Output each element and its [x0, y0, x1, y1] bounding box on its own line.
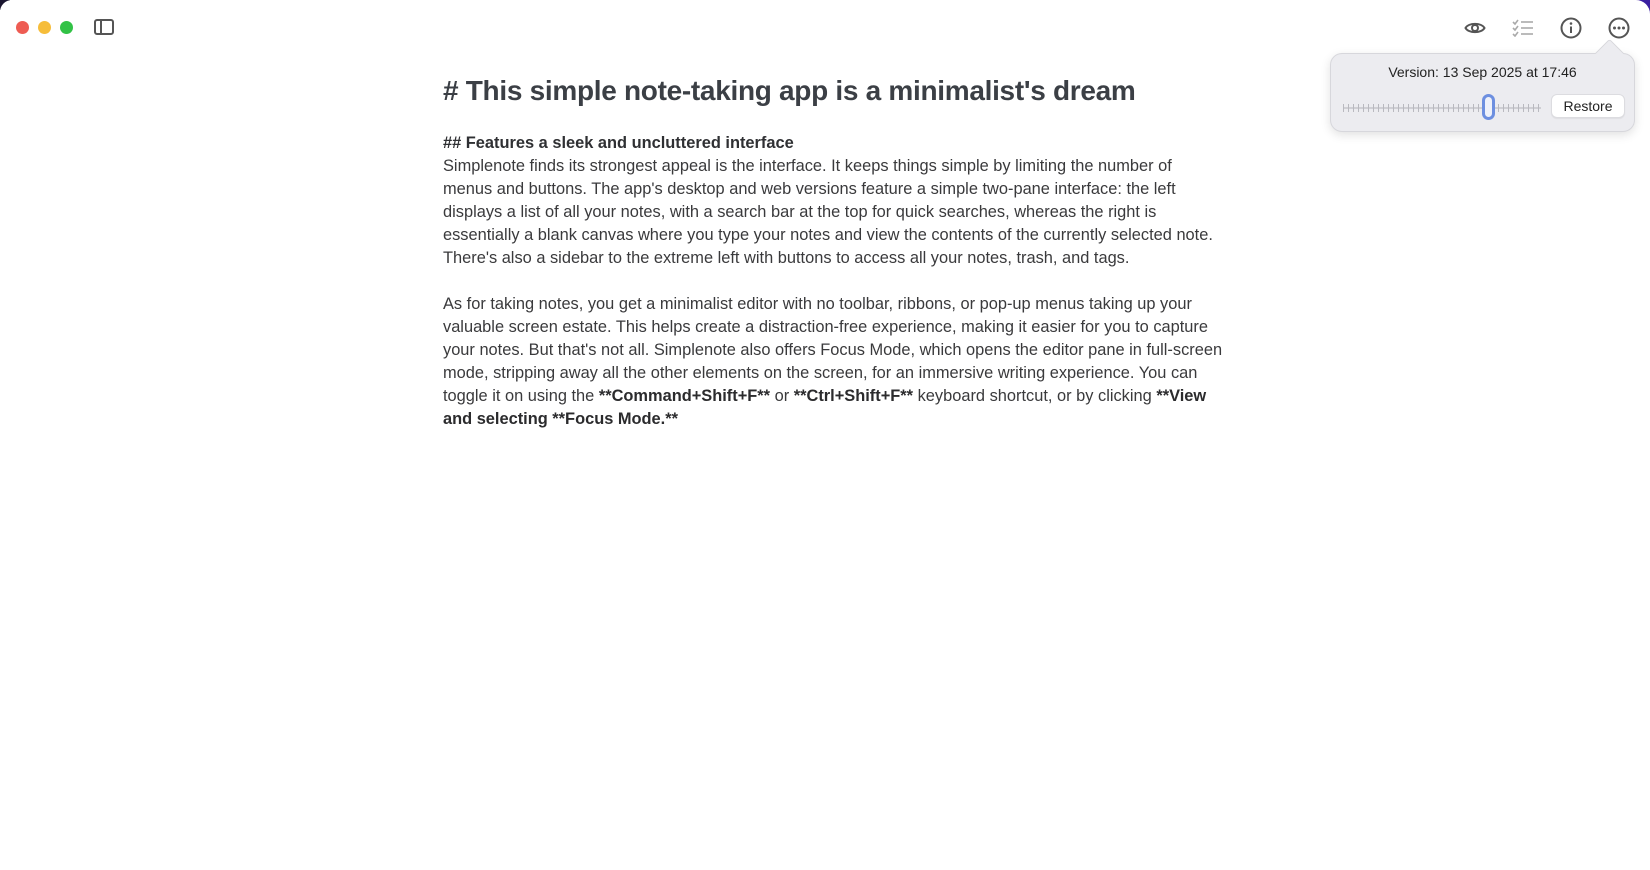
eye-icon	[1464, 20, 1486, 36]
note-toolbar	[1462, 16, 1632, 40]
bold-text: **Command+Shift+F**	[598, 387, 771, 405]
text-run: keyboard shortcut, or by clicking	[913, 387, 1157, 405]
minimize-window-button[interactable]	[38, 21, 51, 34]
note-title: # This simple note-taking app is a minimalist's dream	[443, 75, 1136, 106]
history-popover	[1330, 53, 1635, 132]
note-paragraph	[443, 293, 1223, 431]
info-icon	[1560, 17, 1582, 39]
text-run: As for taking notes, you get a minimalist editor with no toolbar, ribbons, or pop-up menus taking up your valuable screen estate. This helps create a distraction-free experience, making it easier for you to capture your notes. But that's not all. Simplenote also offers Focus Mode, which opens the editor pane in full-screen mode, stripping away all the other elements on the screen, for an immersive writing experience. You can toggle it on using the	[443, 295, 1223, 405]
version-slider[interactable]	[1343, 94, 1541, 120]
close-window-button[interactable]	[16, 21, 29, 34]
slider-ticks	[1343, 104, 1541, 112]
window-controls	[16, 21, 73, 34]
note-body	[443, 132, 1223, 431]
restore-button[interactable]: Restore	[1551, 94, 1625, 118]
checklist-icon	[1512, 19, 1534, 37]
info-button[interactable]	[1558, 16, 1584, 40]
text-run: or	[770, 387, 794, 405]
bold-text: **View and selecting **Focus Mode.**	[443, 387, 1207, 428]
bold-text: **Ctrl+Shift+F**	[793, 387, 914, 405]
version-label: Version: 13 Sep 2025 at 17:46	[1388, 64, 1577, 80]
note-editor[interactable]	[443, 72, 1223, 431]
more-icon	[1608, 17, 1630, 39]
note-paragraph: Simplenote finds its strongest appeal is the interface. It keeps things simple by limiting the number of menus and buttons. The app's desktop and web versions feature a simple two-pane interface: the left displays a list of all your notes, with a search bar at the top for quick searches, whereas the right is essentially a blank canvas where you type your notes and view the contents of the currently selected note. There's also a sidebar to the extreme left with buttons to access all your notes, trash, and tags.	[443, 157, 1213, 267]
more-actions-button[interactable]	[1606, 16, 1632, 40]
sidebar-toggle-icon[interactable]	[94, 19, 114, 35]
zoom-window-button[interactable]	[60, 21, 73, 34]
note-subheading: ## Features a sleek and uncluttered interface	[443, 134, 794, 152]
slider-thumb[interactable]	[1482, 94, 1495, 120]
preview-button[interactable]	[1462, 16, 1488, 40]
checklist-button[interactable]	[1510, 16, 1536, 40]
